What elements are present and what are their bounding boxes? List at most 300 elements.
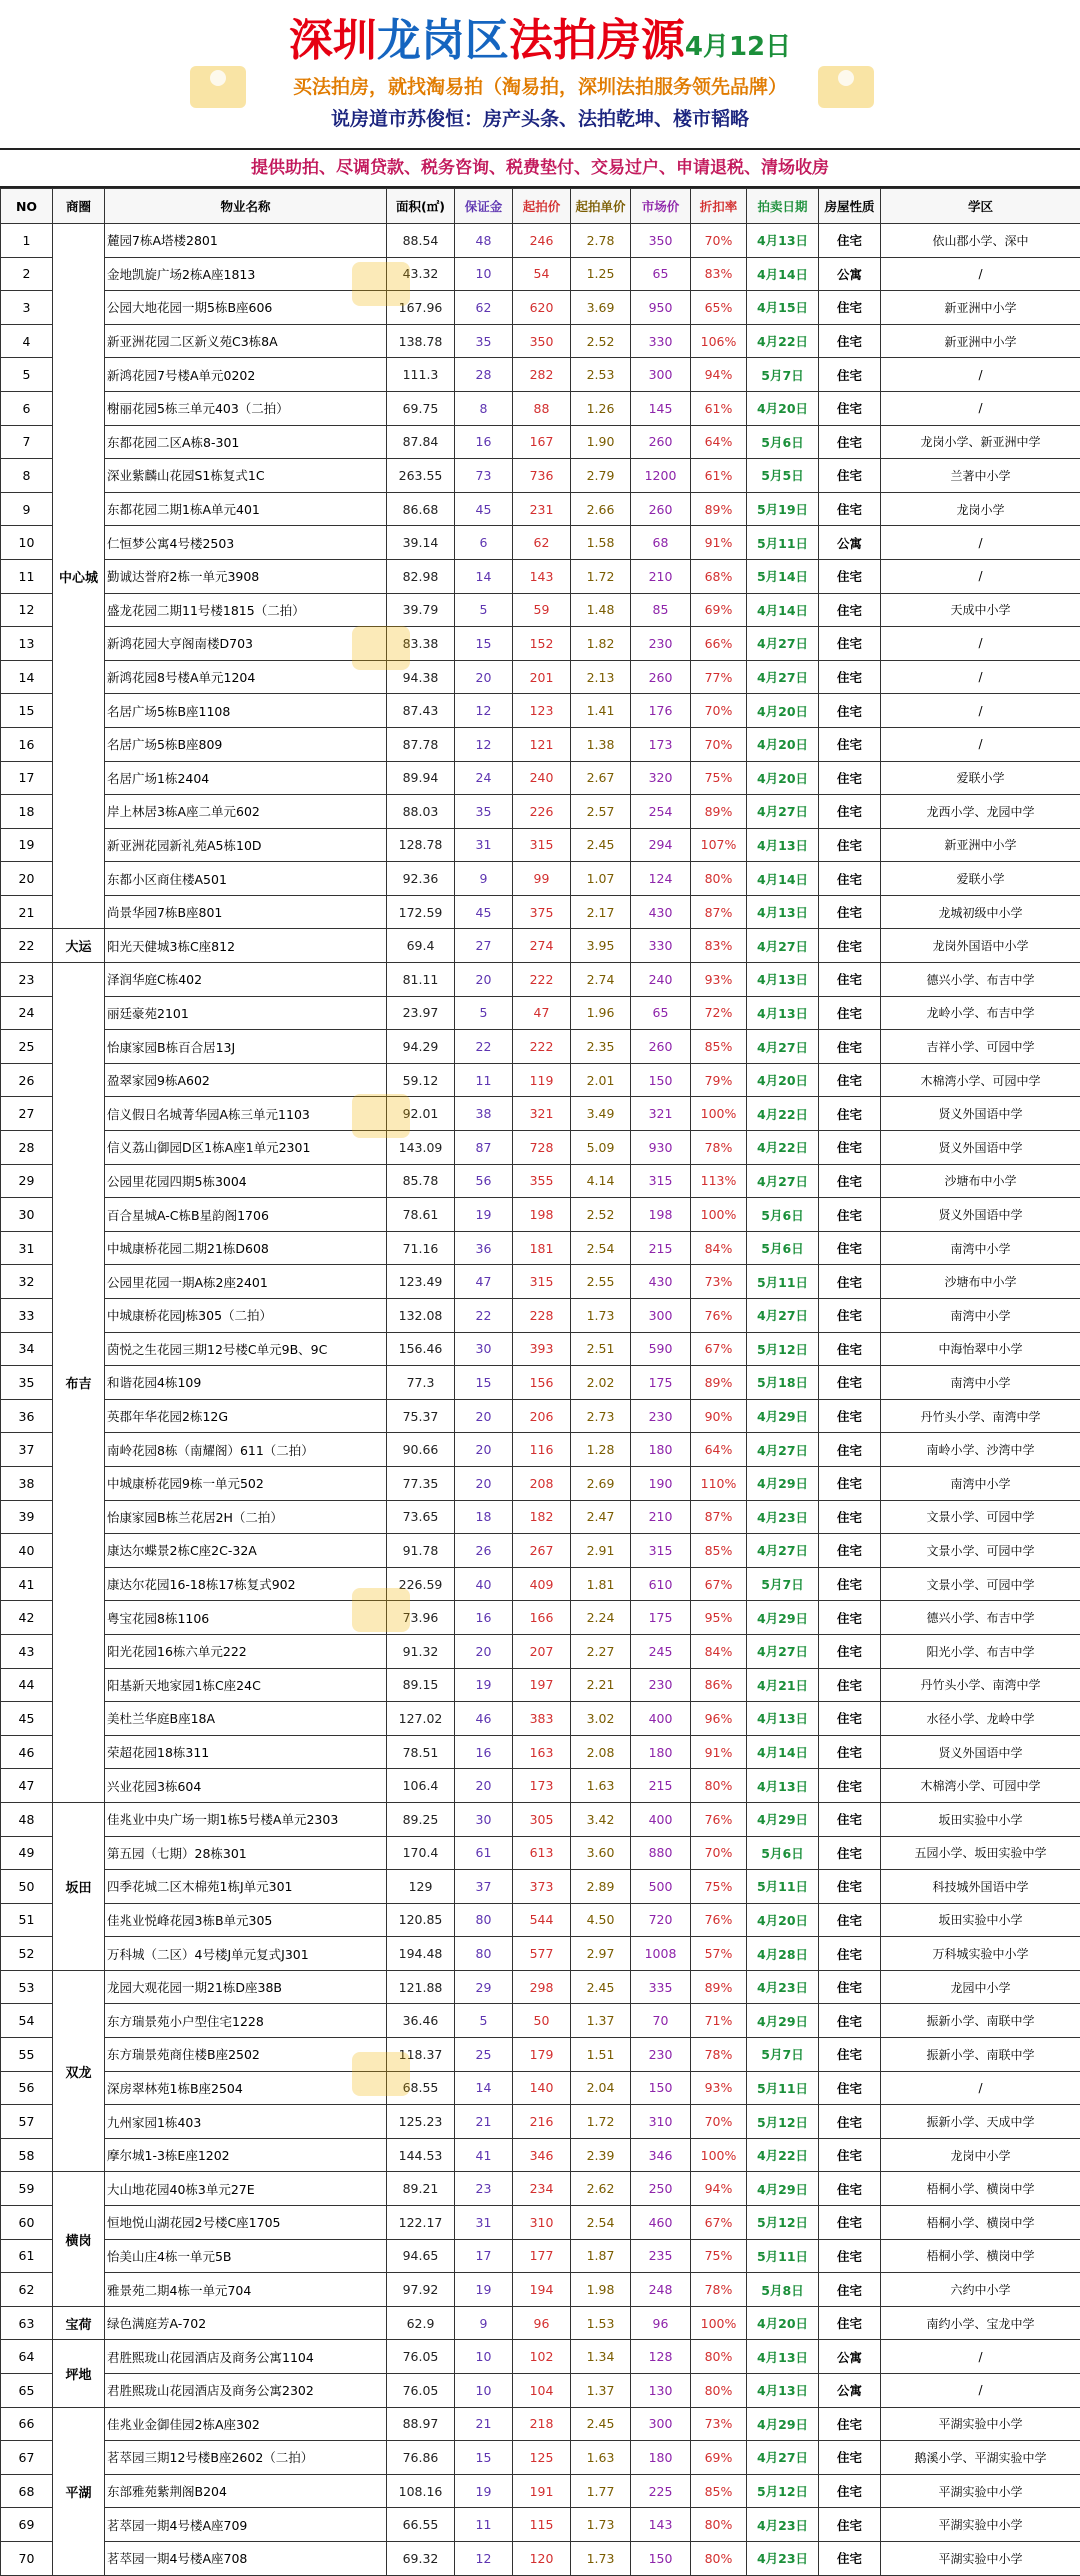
cell-property-type: 公寓: [819, 2340, 881, 2374]
cell-market-price: 1008: [631, 1937, 691, 1971]
cell-unit-price: 2.91: [571, 1534, 631, 1568]
cell-property-name: 名居广场1栋2404: [105, 761, 387, 795]
cell-area: 62.9: [387, 2306, 455, 2340]
cell-deposit: 47: [455, 1265, 513, 1299]
cell-auction-date: 4月20日: [747, 761, 819, 795]
cell-market-price: 210: [631, 559, 691, 593]
table-row: [1, 1567, 1080, 1601]
cell-discount: 93%: [691, 963, 747, 997]
cell-school: 文景小学、可园中学: [881, 1567, 1080, 1601]
cell-no: 55: [1, 2038, 53, 2072]
cell-unit-price: 4.50: [571, 1903, 631, 1937]
cell-no: 48: [1, 1802, 53, 1836]
cell-market-price: 68: [631, 526, 691, 560]
cell-no: 25: [1, 1030, 53, 1064]
cell-discount: 106%: [691, 324, 747, 358]
cell-start-price: 54: [513, 257, 571, 291]
cell-district: 坪地: [53, 2340, 105, 2407]
cell-area: 138.78: [387, 324, 455, 358]
cell-no: 29: [1, 1164, 53, 1198]
cell-deposit: 16: [455, 1735, 513, 1769]
cell-deposit: 10: [455, 257, 513, 291]
cell-no: 64: [1, 2340, 53, 2374]
cell-start-price: 613: [513, 1836, 571, 1870]
cell-school: 平湖实验中小学: [881, 2407, 1080, 2441]
cell-discount: 67%: [691, 2206, 747, 2240]
cell-property-name: 新亚洲花园新礼苑A5栋10D: [105, 828, 387, 862]
cell-market-price: 235: [631, 2239, 691, 2273]
cell-start-price: 383: [513, 1702, 571, 1736]
cell-auction-date: 5月12日: [747, 1332, 819, 1366]
cell-unit-price: 2.73: [571, 1399, 631, 1433]
cell-area: 94.29: [387, 1030, 455, 1064]
cell-deposit: 12: [455, 727, 513, 761]
cell-property-name: 金地凯旋广场2栋A座1813: [105, 257, 387, 291]
cell-no: 30: [1, 1198, 53, 1232]
cell-unit-price: 2.24: [571, 1601, 631, 1635]
cell-market-price: 215: [631, 1231, 691, 1265]
cell-market-price: 230: [631, 1399, 691, 1433]
cell-start-price: 208: [513, 1466, 571, 1500]
cell-auction-date: 5月11日: [747, 2239, 819, 2273]
cell-school: 水径小学、龙岭中学: [881, 1702, 1080, 1736]
cell-deposit: 26: [455, 1534, 513, 1568]
cell-market-price: 150: [631, 1063, 691, 1097]
cell-auction-date: 4月29日: [747, 1802, 819, 1836]
cell-no: 14: [1, 660, 53, 694]
cell-property-type: 住宅: [819, 1970, 881, 2004]
cell-market-price: 65: [631, 257, 691, 291]
cell-school: 文景小学、可园中学: [881, 1500, 1080, 1534]
cell-start-price: 194: [513, 2273, 571, 2307]
cell-property-type: 住宅: [819, 2541, 881, 2575]
cell-school: /: [881, 391, 1080, 425]
cell-property-name: 兴业花园3栋604: [105, 1769, 387, 1803]
cell-property-name: 中城康桥花园二期21栋D608: [105, 1231, 387, 1265]
cell-property-type: 住宅: [819, 2105, 881, 2139]
cell-auction-date: 4月20日: [747, 391, 819, 425]
cell-market-price: 175: [631, 1601, 691, 1635]
table-row: [1, 2407, 1080, 2441]
cell-area: 97.92: [387, 2273, 455, 2307]
cell-no: 47: [1, 1769, 53, 1803]
cell-no: 15: [1, 694, 53, 728]
cell-deposit: 61: [455, 1836, 513, 1870]
cell-unit-price: 3.95: [571, 929, 631, 963]
cell-start-price: 226: [513, 795, 571, 829]
cell-deposit: 11: [455, 2508, 513, 2542]
cell-market-price: 225: [631, 2474, 691, 2508]
cell-deposit: 20: [455, 660, 513, 694]
cell-area: 144.53: [387, 2138, 455, 2172]
cell-market-price: 210: [631, 1500, 691, 1534]
cell-auction-date: 4月29日: [747, 2004, 819, 2038]
table-row: [1, 2071, 1080, 2105]
table-row: [1, 2239, 1080, 2273]
cell-start-price: 88: [513, 391, 571, 425]
cell-deposit: 19: [455, 2273, 513, 2307]
cell-no: 36: [1, 1399, 53, 1433]
col-header-district: 商圈: [53, 189, 105, 224]
cell-unit-price: 2.79: [571, 459, 631, 493]
cell-auction-date: 4月27日: [747, 1433, 819, 1467]
col-header-property-type: 房屋性质: [819, 189, 881, 224]
cell-school: 文景小学、可园中学: [881, 1534, 1080, 1568]
cell-school: 鹅溪小学、平湖实验中学: [881, 2441, 1080, 2475]
cell-discount: 100%: [691, 2306, 747, 2340]
cell-unit-price: 3.60: [571, 1836, 631, 1870]
cell-school: 吉祥小学、可园中学: [881, 1030, 1080, 1064]
cell-discount: 79%: [691, 1063, 747, 1097]
cell-district: 横岗: [53, 2172, 105, 2306]
table-row: [1, 627, 1080, 661]
cell-property-type: 住宅: [819, 828, 881, 862]
cell-school: 龙岗小学、新亚洲中学: [881, 425, 1080, 459]
cell-discount: 84%: [691, 1634, 747, 1668]
cell-market-price: 260: [631, 660, 691, 694]
cell-deposit: 45: [455, 895, 513, 929]
cell-deposit: 38: [455, 1097, 513, 1131]
cell-property-name: 泽润华庭C栋402: [105, 963, 387, 997]
cell-property-type: 住宅: [819, 2038, 881, 2072]
cell-area: 36.46: [387, 2004, 455, 2038]
cell-discount: 68%: [691, 559, 747, 593]
cell-unit-price: 2.57: [571, 795, 631, 829]
table-row: [1, 559, 1080, 593]
cell-discount: 80%: [691, 2508, 747, 2542]
cell-start-price: 315: [513, 828, 571, 862]
cell-market-price: 145: [631, 391, 691, 425]
cell-discount: 91%: [691, 1735, 747, 1769]
cell-market-price: 124: [631, 862, 691, 896]
cell-start-price: 305: [513, 1802, 571, 1836]
cell-school: 沙塘布中小学: [881, 1265, 1080, 1299]
cell-discount: 100%: [691, 2138, 747, 2172]
cell-deposit: 40: [455, 1567, 513, 1601]
cell-market-price: 128: [631, 2340, 691, 2374]
cell-area: 86.68: [387, 492, 455, 526]
cell-discount: 70%: [691, 727, 747, 761]
cell-auction-date: 5月12日: [747, 2206, 819, 2240]
cell-area: 89.21: [387, 2172, 455, 2206]
cell-start-price: 167: [513, 425, 571, 459]
cell-deposit: 35: [455, 795, 513, 829]
title-city: 深圳: [289, 15, 377, 66]
cell-start-price: 355: [513, 1164, 571, 1198]
cell-auction-date: 4月27日: [747, 1534, 819, 1568]
cell-start-price: 246: [513, 224, 571, 258]
cell-auction-date: 4月14日: [747, 1735, 819, 1769]
cell-deposit: 29: [455, 1970, 513, 2004]
cell-deposit: 20: [455, 963, 513, 997]
cell-deposit: 19: [455, 2474, 513, 2508]
cell-start-price: 298: [513, 1970, 571, 2004]
table-row: [1, 492, 1080, 526]
cell-auction-date: 5月11日: [747, 1870, 819, 1904]
cell-auction-date: 5月11日: [747, 526, 819, 560]
cell-deposit: 80: [455, 1903, 513, 1937]
cell-market-price: 930: [631, 1131, 691, 1165]
cell-deposit: 12: [455, 694, 513, 728]
cell-property-name: 佳兆业中央广场一期1栋5号楼A单元2303: [105, 1802, 387, 1836]
cell-school: 丹竹头小学、南湾中学: [881, 1399, 1080, 1433]
cell-no: 11: [1, 559, 53, 593]
cell-deposit: 5: [455, 996, 513, 1030]
cell-property-name: 第五园（七期）28栋301: [105, 1836, 387, 1870]
cell-property-name: 名居广场5栋B座1108: [105, 694, 387, 728]
cell-market-price: 180: [631, 1433, 691, 1467]
cell-discount: 96%: [691, 1702, 747, 1736]
cell-property-name: 南岭花园8栋（南耀阁）611（二拍）: [105, 1433, 387, 1467]
cell-start-price: 115: [513, 2508, 571, 2542]
cell-auction-date: 4月27日: [747, 1299, 819, 1333]
cell-property-type: 住宅: [819, 1299, 881, 1333]
cell-property-name: 怡美山庄4栋一单元5B: [105, 2239, 387, 2273]
cell-start-price: 166: [513, 1601, 571, 1635]
cell-area: 73.65: [387, 1500, 455, 1534]
cell-property-type: 住宅: [819, 1903, 881, 1937]
cell-discount: 70%: [691, 694, 747, 728]
cell-property-type: 住宅: [819, 1634, 881, 1668]
cell-market-price: 230: [631, 627, 691, 661]
cell-area: 170.4: [387, 1836, 455, 1870]
cell-property-type: 住宅: [819, 1534, 881, 1568]
table-row: [1, 929, 1080, 963]
cell-area: 23.97: [387, 996, 455, 1030]
cell-property-type: 住宅: [819, 358, 881, 392]
cell-no: 54: [1, 2004, 53, 2038]
table-row: [1, 727, 1080, 761]
cell-market-price: 70: [631, 2004, 691, 2038]
table-row: [1, 324, 1080, 358]
table-row: [1, 1399, 1080, 1433]
cell-auction-date: 5月11日: [747, 1265, 819, 1299]
table-row: [1, 526, 1080, 560]
cell-market-price: 320: [631, 761, 691, 795]
cell-start-price: 173: [513, 1769, 571, 1803]
cell-discount: 80%: [691, 2340, 747, 2374]
cell-unit-price: 2.27: [571, 1634, 631, 1668]
cell-unit-price: 2.45: [571, 828, 631, 862]
cell-market-price: 294: [631, 828, 691, 862]
cell-auction-date: 4月29日: [747, 2407, 819, 2441]
cell-property-name: 东方瑞景苑小户型住宅1228: [105, 2004, 387, 2038]
cell-area: 69.75: [387, 391, 455, 425]
cell-market-price: 65: [631, 996, 691, 1030]
cell-area: 39.14: [387, 526, 455, 560]
cell-deposit: 9: [455, 862, 513, 896]
cell-start-price: 201: [513, 660, 571, 694]
cell-deposit: 9: [455, 2306, 513, 2340]
cell-unit-price: 1.98: [571, 2273, 631, 2307]
cell-area: 111.3: [387, 358, 455, 392]
header: [0, 0, 1080, 150]
cell-school: /: [881, 2071, 1080, 2105]
col-header-market-price: 市场价: [631, 189, 691, 224]
cell-auction-date: 5月7日: [747, 358, 819, 392]
cell-property-name: 仁恒梦公寓4号楼2503: [105, 526, 387, 560]
cell-area: 194.48: [387, 1937, 455, 1971]
cell-unit-price: 2.47: [571, 1500, 631, 1534]
cell-discount: 72%: [691, 996, 747, 1030]
cell-deposit: 15: [455, 627, 513, 661]
cell-property-type: 公寓: [819, 526, 881, 560]
col-header-start-price: 起拍价: [513, 189, 571, 224]
cell-unit-price: 1.72: [571, 559, 631, 593]
cell-unit-price: 1.28: [571, 1433, 631, 1467]
cell-auction-date: 4月13日: [747, 996, 819, 1030]
cell-start-price: 116: [513, 1433, 571, 1467]
cell-start-price: 620: [513, 291, 571, 325]
cell-no: 1: [1, 224, 53, 258]
table-row: [1, 1231, 1080, 1265]
cell-no: 41: [1, 1567, 53, 1601]
cell-start-price: 198: [513, 1198, 571, 1232]
cell-school: 贤义外国语中学: [881, 1735, 1080, 1769]
cell-start-price: 120: [513, 2541, 571, 2575]
cell-market-price: 610: [631, 1567, 691, 1601]
table-row: [1, 1735, 1080, 1769]
cell-unit-price: 2.54: [571, 1231, 631, 1265]
cell-start-price: 123: [513, 694, 571, 728]
cell-area: 226.59: [387, 1567, 455, 1601]
table-row: [1, 1970, 1080, 2004]
cell-no: 49: [1, 1836, 53, 1870]
cell-property-name: 和谐花园4栋109: [105, 1366, 387, 1400]
cell-property-type: 住宅: [819, 1735, 881, 1769]
cell-deposit: 37: [455, 1870, 513, 1904]
cell-market-price: 143: [631, 2508, 691, 2542]
cell-school: 坂田实验中小学: [881, 1802, 1080, 1836]
cell-unit-price: 3.49: [571, 1097, 631, 1131]
cell-school: 天成中小学: [881, 593, 1080, 627]
cell-auction-date: 5月19日: [747, 492, 819, 526]
cell-start-price: 99: [513, 862, 571, 896]
cell-no: 35: [1, 1366, 53, 1400]
cell-no: 33: [1, 1299, 53, 1333]
cell-unit-price: 1.73: [571, 2508, 631, 2542]
cell-auction-date: 5月5日: [747, 459, 819, 493]
cell-auction-date: 5月12日: [747, 2474, 819, 2508]
title-subject: 法拍房源: [509, 15, 685, 66]
cell-start-price: 544: [513, 1903, 571, 1937]
cell-start-price: 409: [513, 1567, 571, 1601]
cell-school: 新亚洲中小学: [881, 324, 1080, 358]
cell-district: 宝荷: [53, 2306, 105, 2340]
cell-school: 兰著中小学: [881, 459, 1080, 493]
cell-deposit: 5: [455, 593, 513, 627]
table-row: [1, 1870, 1080, 1904]
table-row: [1, 1198, 1080, 1232]
cell-market-price: 260: [631, 425, 691, 459]
cell-discount: 89%: [691, 1366, 747, 1400]
cell-start-price: 104: [513, 2374, 571, 2408]
cell-start-price: 125: [513, 2441, 571, 2475]
cell-discount: 69%: [691, 593, 747, 627]
cell-property-name: 万科城（二区）4号楼J单元复式J301: [105, 1937, 387, 1971]
cell-school: 龙城初级中小学: [881, 895, 1080, 929]
cell-property-type: 住宅: [819, 1030, 881, 1064]
cell-market-price: 321: [631, 1097, 691, 1131]
cell-unit-price: 1.53: [571, 2306, 631, 2340]
cell-unit-price: 1.77: [571, 2474, 631, 2508]
cell-start-price: 240: [513, 761, 571, 795]
cell-school: 振新小学、天成中学: [881, 2105, 1080, 2139]
cell-school: 沙塘布中小学: [881, 1164, 1080, 1198]
cell-unit-price: 1.26: [571, 391, 631, 425]
cell-start-price: 179: [513, 2038, 571, 2072]
cell-discount: 85%: [691, 1534, 747, 1568]
cell-school: 五园小学、坂田实验中学: [881, 1836, 1080, 1870]
col-header-unit-price: 起拍单价: [571, 189, 631, 224]
cell-no: 2: [1, 257, 53, 291]
cell-market-price: 400: [631, 1702, 691, 1736]
cell-market-price: 254: [631, 795, 691, 829]
cell-property-name: 阳光花园16栋六单元222: [105, 1634, 387, 1668]
cell-property-type: 住宅: [819, 963, 881, 997]
cell-deposit: 14: [455, 559, 513, 593]
cell-unit-price: 1.34: [571, 2340, 631, 2374]
cell-auction-date: 4月14日: [747, 257, 819, 291]
cell-market-price: 430: [631, 895, 691, 929]
cell-property-type: 住宅: [819, 996, 881, 1030]
table-header-row: [1, 189, 1080, 224]
cell-market-price: 190: [631, 1466, 691, 1500]
cell-start-price: 62: [513, 526, 571, 560]
col-header-school: 学区: [881, 189, 1080, 224]
table-row: [1, 2306, 1080, 2340]
cell-deposit: 5: [455, 2004, 513, 2038]
cell-auction-date: 5月6日: [747, 1836, 819, 1870]
cell-area: 92.01: [387, 1097, 455, 1131]
cell-discount: 84%: [691, 1231, 747, 1265]
cell-school: 南湾中小学: [881, 1231, 1080, 1265]
cell-start-price: 228: [513, 1299, 571, 1333]
cell-market-price: 300: [631, 358, 691, 392]
cell-deposit: 22: [455, 1299, 513, 1333]
cell-discount: 113%: [691, 1164, 747, 1198]
cell-unit-price: 2.08: [571, 1735, 631, 1769]
cell-no: 31: [1, 1231, 53, 1265]
cell-no: 45: [1, 1702, 53, 1736]
table-row: [1, 1366, 1080, 1400]
cell-area: 91.78: [387, 1534, 455, 1568]
cell-area: 78.51: [387, 1735, 455, 1769]
cell-auction-date: 4月27日: [747, 1634, 819, 1668]
cell-property-name: 英郡年华花园2栋12G: [105, 1399, 387, 1433]
cell-property-type: 住宅: [819, 2071, 881, 2105]
table-row: [1, 1097, 1080, 1131]
cell-auction-date: 4月13日: [747, 1769, 819, 1803]
cell-unit-price: 2.01: [571, 1063, 631, 1097]
cell-deposit: 87: [455, 1131, 513, 1165]
cell-property-name: 茗萃园三期12号楼B座2602（二拍）: [105, 2441, 387, 2475]
table-row: [1, 2172, 1080, 2206]
cell-deposit: 6: [455, 526, 513, 560]
cell-auction-date: 4月22日: [747, 1131, 819, 1165]
cell-discount: 71%: [691, 2004, 747, 2038]
cell-property-type: 住宅: [819, 459, 881, 493]
cell-market-price: 96: [631, 2306, 691, 2340]
cell-area: 167.96: [387, 291, 455, 325]
cell-discount: 86%: [691, 1668, 747, 1702]
cell-unit-price: 1.90: [571, 425, 631, 459]
cell-deposit: 22: [455, 1030, 513, 1064]
cell-property-name: 麓园7栋A塔楼2801: [105, 224, 387, 258]
cell-start-price: 346: [513, 2138, 571, 2172]
cell-no: 10: [1, 526, 53, 560]
cell-property-type: 住宅: [819, 1702, 881, 1736]
